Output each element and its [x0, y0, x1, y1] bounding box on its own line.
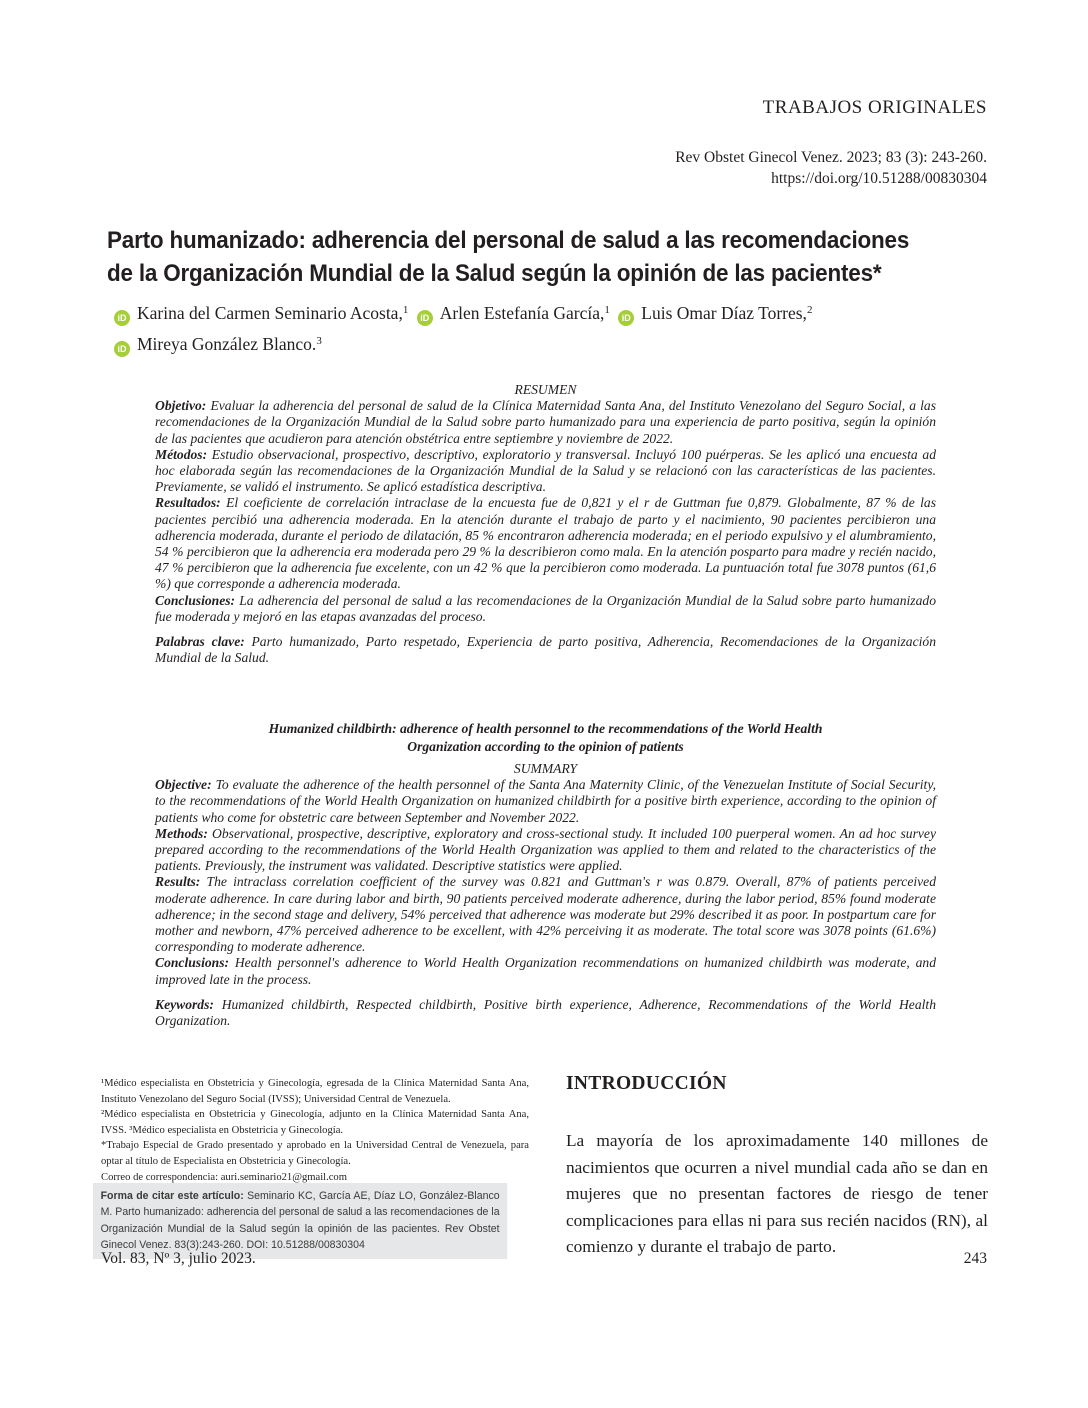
objetivo-text: Evaluar la adherencia del personal de salud de la Clínica Maternidad Santa Ana, del Instituto Venezolano del Seguro Social, a las recomendaciones de la Organización Mundial de la Salud sobre parto humanizado para una experiencia de parto positiva, según la opinión de las pacientes que acudieron para atención obstétrica entre septiembre y noviembre de 2022.: [155, 398, 936, 446]
orcid-icon[interactable]: iD: [114, 310, 130, 326]
resumen-objetivo: [155, 398, 936, 447]
footer-volume: Vol. 83, Nº 3, julio 2023.: [101, 1250, 256, 1267]
introduction-heading: INTRODUCCIÓN: [566, 1073, 727, 1094]
introduction-paragraph: La mayoría de los aproximadamente 140 millones de nacimientos que ocurren a nivel mundial cada año se dan en mujeres que no presentan factores de riesgo de tener complicaciones para ellas ni para sus recién nacidos (RN), al comienzo y durante el trabajo de parto.: [566, 1131, 988, 1256]
footnote-thesis: *Trabajo Especial de Grado presentado y aprobado en la Universidad Central de Venezuela, para optar al título de Especialista en Obstetricia y Ginecología.: [101, 1140, 529, 1167]
summary-conclusions: [155, 955, 936, 987]
footnotes: [101, 1076, 529, 1185]
resumen-metodos: [155, 447, 936, 496]
citation-reference: Rev Obstet Ginecol Venez. 2023; 83 (3): 243-260.: [675, 149, 987, 166]
results-text: The intraclass correlation coefficient of the survey was 0.821 and Guttman's r was 0.879. Overall, 87% of patients perceived moderate adherence. In care during labor and birth, 90 patients perceived moderate adherence, during the labor period, 85% found moderate adherence; in the second stage and delivery, 54% perceived that adherence was moderate but 29% described it as poor. In postpartum care for mother and newborn, 47% perceived adherence to be excellent, with 42% perceiving it as moderate. The total score was 3078 points (61.6%) corresponding to moderate adherence.: [155, 874, 936, 955]
summary-methods: [155, 826, 936, 875]
resumen-heading: RESUMEN: [514, 382, 577, 397]
author-affiliation: 1: [604, 304, 610, 316]
resumen-section: [155, 382, 936, 666]
objective-label: Objective:: [155, 777, 212, 793]
resultados-label: Resultados:: [155, 495, 221, 511]
orcid-icon[interactable]: iD: [618, 310, 634, 326]
objetivo-label: Objetivo:: [155, 398, 207, 414]
keywords-text: Humanized childbirth, Respected childbirth, Positive birth experience, Adherence, Recommendations of the World Health Organization.: [155, 996, 936, 1029]
summary-results: [155, 874, 936, 955]
metodos-label: Métodos:: [155, 446, 208, 462]
authors-line-2: [110, 329, 990, 360]
resumen-resultados: [155, 495, 936, 592]
summary-objective: [155, 777, 936, 826]
how-to-cite-label: Forma de citar este artículo:: [100, 1190, 244, 1202]
footnote-affiliation-2: ²Médico especialista en Obstetricia y Ginecología, adjunto en la Clínica Maternidad Santa Ana, IVSS. ³Médico especialista en Obstetricia y Ginecología.: [101, 1109, 529, 1136]
author-name: Karina del Carmen Seminario Acosta,: [137, 303, 403, 323]
article-title: [107, 224, 930, 290]
author-name: Mireya González Blanco.: [137, 334, 317, 354]
summary-heading: SUMMARY: [513, 761, 578, 776]
footnote-correspondence: Correo de correspondencia: auri.seminario21@gmail.com: [101, 1171, 347, 1183]
doi-link[interactable]: https://doi.org/10.51288/00830304: [771, 170, 987, 187]
journal-citation: [675, 147, 987, 189]
english-title: [155, 720, 936, 756]
results-label: Results:: [155, 874, 201, 890]
english-title-line-1: Humanized childbirth: adherence of health personnel to the recommendations of the World Health: [268, 721, 823, 736]
resultados-text: El coeficiente de correlación intraclase de la encuesta fue de 0,821 y el r de Guttman fue 0,879. Globalmente, 87 % de las pacientes percibió una adherencia moderada. En la atención durante el trabajo de parto y el nacimiento, 90 pacientes percibieron una adherencia moderada, durante el periodo de dilatación, 85 % encontraron adherencia moderada; en el periodo expulsivo y el alumbramiento, 54 % percibieron que la adherencia era moderada pero 29 % la describieron como mala. En la atención posparto para madre y recién nacido, 47 % percibieron que la adherencia fue excelente, con un 42 % que la percibieron como moderada. La puntuación total fue 3078 puntos (61,6 %) que corresponde a adherencia moderada.: [155, 495, 936, 592]
conclusiones-label: Conclusiones:: [155, 592, 236, 608]
footnote-affiliation-1: ¹Médico especialista en Obstetricia y Ginecología, egresada de la Clínica Maternidad Santa Ana, Instituto Venezolano del Seguro Social (IVSS); Universidad Central de Venezuela.: [101, 1078, 529, 1105]
methods-label: Methods:: [155, 825, 208, 841]
how-to-cite-text: Seminario KC, García AE, Díaz LO, González-Blanco M. Parto humanizado: adherencia del personal de salud a las recomendaciones de la Organización Mundial de la Salud según la opinión de las pacientes. Rev Obstet Ginecol Venez. 83(3):243-260. DOI: 10.51288/00830304: [100, 1190, 500, 1252]
summary-section: [155, 761, 936, 1029]
conclusiones-text: La adherencia del personal de salud a las recomendaciones de la Organización Mundial de la Salud sobre parto humanizado fue moderada y mejoró en las etapas avanzadas del proceso.: [155, 592, 936, 624]
author-list: [110, 298, 990, 360]
author-affiliation: 2: [806, 304, 813, 316]
summary-keywords: [155, 997, 936, 1029]
title-line-1: Parto humanizado: adherencia del personal de salud a las recomendaciones: [107, 227, 910, 254]
keywords-label: Keywords:: [155, 996, 214, 1012]
conclusions-label: Conclusions:: [155, 955, 230, 971]
metodos-text: Estudio observacional, prospectivo, descriptivo, exploratorio y transversal. Incluyó 100 puérperas. Se les aplicó una encuesta ad hoc elaborada según las recomendaciones de la Organización Mundial de la Salud y se relacionó con las características de las pacientes. Previamente, se validó el instrumento. Se aplicó estadística descriptiva.: [155, 446, 936, 495]
title-line-2: de la Organización Mundial de la Salud según la opinión de las pacientes*: [107, 260, 882, 287]
page-number: 243: [963, 1250, 987, 1267]
how-to-cite-box: [93, 1183, 507, 1259]
palabras-clave-label: Palabras clave:: [155, 634, 245, 650]
orcid-icon[interactable]: iD: [417, 310, 433, 326]
resumen-palabras-clave: [155, 634, 936, 666]
author-affiliation: 3: [316, 335, 322, 347]
methods-text: Observational, prospective, descriptive, exploratory and cross-sectional study. It included 100 puerperal women. An ad hoc survey prepared according to the recommendations of the World Health Organization was applied to them and related to the characteristics of the patients. Previously, the instrument was validated. Descriptive statistics were applied.: [155, 825, 936, 874]
author-name: Arlen Estefanía García,: [439, 303, 605, 323]
authors-line-1: [110, 298, 990, 329]
resumen-conclusiones: [155, 593, 936, 625]
author-affiliation: 1: [402, 304, 409, 316]
conclusions-text: Health personnel's adherence to World Health Organization recommendations on humanized childbirth was moderate, and improved late in the process.: [155, 955, 936, 987]
section-label: TRABAJOS ORIGINALES: [762, 97, 987, 118]
orcid-icon[interactable]: iD: [114, 341, 130, 357]
author-name: Luis Omar Díaz Torres,: [641, 303, 807, 323]
objective-text: To evaluate the adherence of the health personnel of the Santa Ana Maternity Clinic, of the Venezuelan Institute of Social Security, to the recommendations of the World Health Organization on humanized childbirth for a positive birth experience, according to the opinion of patients who come for obstetric care between September and November 2022.: [155, 777, 936, 825]
english-title-line-2: Organization according to the opinion of patients: [407, 739, 684, 754]
palabras-clave-text: Parto humanizado, Parto respetado, Experiencia de parto positiva, Adherencia, Recomendaciones de la Organización Mundial de la Salud.: [155, 634, 936, 666]
